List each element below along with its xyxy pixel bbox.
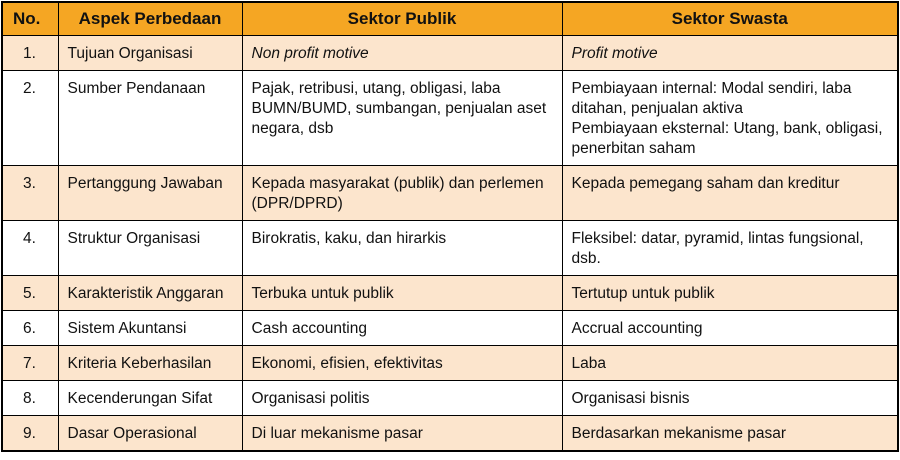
row-number: 8. xyxy=(2,381,58,416)
row-number: 2. xyxy=(2,71,58,166)
table-row xyxy=(2,311,898,346)
header-swasta: Sektor Swasta xyxy=(562,2,898,36)
sektor-swasta-cell xyxy=(562,71,898,166)
aspek-cell: Karakteristik Anggaran xyxy=(58,276,242,311)
sektor-swasta-line: Laba xyxy=(571,355,606,372)
table-row xyxy=(2,276,898,311)
aspek-cell: Struktur Organisasi xyxy=(58,221,242,276)
aspek-cell: Tujuan Organisasi xyxy=(58,36,242,71)
table-row xyxy=(2,221,898,276)
table-row xyxy=(2,416,898,452)
sektor-swasta-line: Kepada pemegang saham dan kreditur xyxy=(571,175,840,192)
sektor-publik-cell: Birokratis, kaku, dan hirarkis xyxy=(242,221,562,276)
sektor-swasta-cell xyxy=(562,311,898,346)
table-row xyxy=(2,346,898,381)
aspek-cell: Sumber Pendanaan xyxy=(58,71,242,166)
sektor-swasta-line: Profit motive xyxy=(571,45,658,62)
sektor-publik-cell: Ekonomi, efisien, efektivitas xyxy=(242,346,562,381)
sektor-swasta-line: Pembiayaan internal: Modal sendiri, laba ditahan, penjualan aktiva xyxy=(571,80,852,117)
row-number: 5. xyxy=(2,276,58,311)
header-no: No. xyxy=(2,2,58,36)
sektor-publik-cell: Pajak, retribusi, utang, obligasi, laba BUMN/BUMD, sumbangan, penjualan aset negara, dsb xyxy=(242,71,562,166)
sektor-swasta-line: Fleksibel: datar, pyramid, lintas fungsional, dsb. xyxy=(571,230,864,267)
sektor-swasta-cell xyxy=(562,381,898,416)
sektor-swasta-line: Organisasi bisnis xyxy=(571,390,690,407)
sektor-publik-cell: Di luar mekanisme pasar xyxy=(242,416,562,452)
table-row xyxy=(2,381,898,416)
header-aspek: Aspek Perbedaan xyxy=(58,2,242,36)
aspek-cell: Dasar Operasional xyxy=(58,416,242,452)
sektor-publik-cell: Terbuka untuk publik xyxy=(242,276,562,311)
row-number: 1. xyxy=(2,36,58,71)
sektor-swasta-line: Accrual accounting xyxy=(571,320,703,337)
sektor-swasta-cell xyxy=(562,346,898,381)
sektor-swasta-cell xyxy=(562,416,898,452)
sektor-swasta-cell xyxy=(562,276,898,311)
sektor-swasta-cell xyxy=(562,36,898,71)
sektor-swasta-line: Berdasarkan mekanisme pasar xyxy=(571,425,787,442)
sektor-publik-cell: Organisasi politis xyxy=(242,381,562,416)
sektor-publik-cell: Non profit motive xyxy=(242,36,562,71)
row-number: 4. xyxy=(2,221,58,276)
table-row xyxy=(2,166,898,221)
table-row xyxy=(2,36,898,71)
sektor-swasta-cell xyxy=(562,221,898,276)
aspek-cell: Sistem Akuntansi xyxy=(58,311,242,346)
sektor-swasta-line: Pembiayaan eksternal: Utang, bank, obligasi, penerbitan saham xyxy=(571,120,883,157)
sektor-swasta-cell xyxy=(562,166,898,221)
row-number: 3. xyxy=(2,166,58,221)
table-row xyxy=(2,71,898,166)
row-number: 7. xyxy=(2,346,58,381)
aspek-cell: Pertanggung Jawaban xyxy=(58,166,242,221)
sektor-publik-cell: Cash accounting xyxy=(242,311,562,346)
header-publik: Sektor Publik xyxy=(242,2,562,36)
sektor-publik-cell: Kepada masyarakat (publik) dan perlemen (DPR/DPRD) xyxy=(242,166,562,221)
comparison-table xyxy=(1,1,899,452)
sektor-swasta-line: Tertutup untuk publik xyxy=(571,285,715,302)
aspek-cell: Kecenderungan Sifat xyxy=(58,381,242,416)
header-row xyxy=(2,2,898,36)
row-number: 9. xyxy=(2,416,58,452)
row-number: 6. xyxy=(2,311,58,346)
aspek-cell: Kriteria Keberhasilan xyxy=(58,346,242,381)
